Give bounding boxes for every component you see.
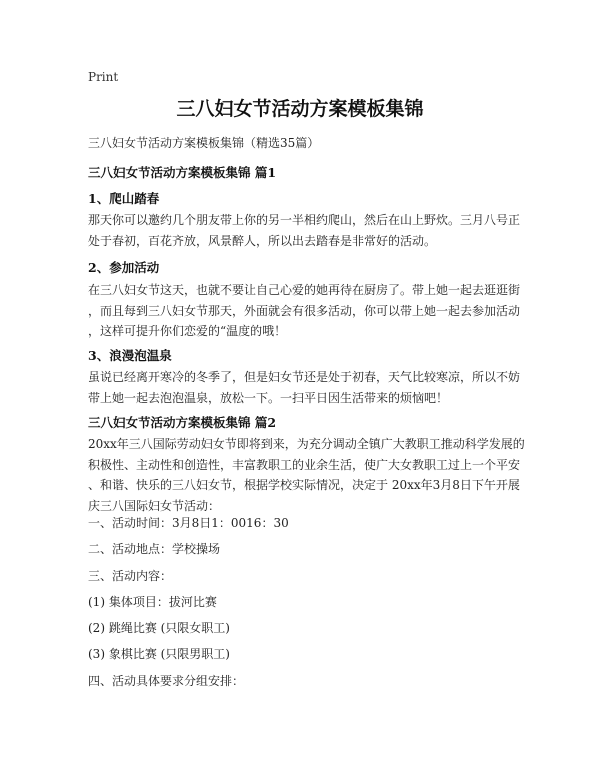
section2-paragraph	[88, 280, 521, 342]
document-title: 三八妇女节活动方案模板集锦	[176, 98, 424, 120]
section3-paragraph	[88, 367, 521, 408]
section1-heading: 1、爬山踏春	[88, 191, 160, 206]
activity-content-heading: 三、活动内容：	[88, 569, 173, 583]
paragraph-line: 、和谐、快乐的三八妇女节，根据学校实际情况，决定于 20xx年3月8日下午开展	[88, 478, 520, 492]
section3-heading: 3、浪漫泡温泉	[88, 348, 172, 363]
part2-intro-paragraph	[88, 434, 525, 516]
document-subtitle: 三八妇女节活动方案模板集锦（精选35篇）	[88, 136, 320, 150]
section2-heading: 2、参加活动	[88, 260, 160, 275]
paragraph-line: ，而且每到三八妇女节那天，外面就会有很多活动，你可以带上她一起去参加活动	[88, 303, 521, 318]
paragraph-line: 积极性、主动性和创造性，丰富教职工的业余生活，使广大女教职工过上一个平安	[88, 457, 521, 472]
paragraph-line: 在三八妇女节这天，也就不要让自己心爱的她再待在厨房了。带上她一起去逛逛街	[88, 283, 521, 297]
activity-item-1: (1) 集体项目：拔河比赛	[88, 595, 217, 609]
print-label: Print	[88, 70, 119, 84]
paragraph-line: 虽说已经离开寒冷的冬季了，但是妇女节还是处于初春，天气比较寒凉，所以不妨	[88, 370, 521, 384]
paragraph-line: 20xx年三八国际劳动妇女节即将到来，为充分调动全镇广大教职工推动科学发展的	[88, 437, 525, 451]
paragraph-line: ，这样可提升你们恋爱的“温度的哦！	[88, 324, 287, 338]
activity-item-3: (3) 象棋比赛 (只限男职工)	[88, 647, 230, 661]
paragraph-line: 带上她一起去泡泡温泉，放松一下。一扫平日因生活带来的烦恼吧！	[88, 390, 449, 405]
activity-requirements-heading: 四、活动具体要求分组安排：	[88, 674, 245, 688]
paragraph-line: 庆三八国际妇女节活动：	[88, 498, 221, 513]
paragraph-line: 处于春初，百花齐放，风景醉人，所以出去踏春是非常好的活动。	[88, 233, 437, 248]
paragraph-line: 那天你可以邀约几个朋友带上你的另一半相约爬山，然后在山上野炊。三月八号正	[88, 213, 521, 227]
activity-place: 二、活动地点：学校操场	[88, 542, 221, 556]
part2-heading: 三八妇女节活动方案模板集锦 篇2	[88, 415, 277, 430]
part1-heading: 三八妇女节活动方案模板集锦 篇1	[88, 165, 277, 180]
activity-time: 一、活动时间：3月8日1：0016：30	[88, 516, 289, 530]
activity-item-2: (2) 跳绳比赛 (只限女职工)	[88, 621, 230, 635]
section1-paragraph	[88, 210, 521, 251]
